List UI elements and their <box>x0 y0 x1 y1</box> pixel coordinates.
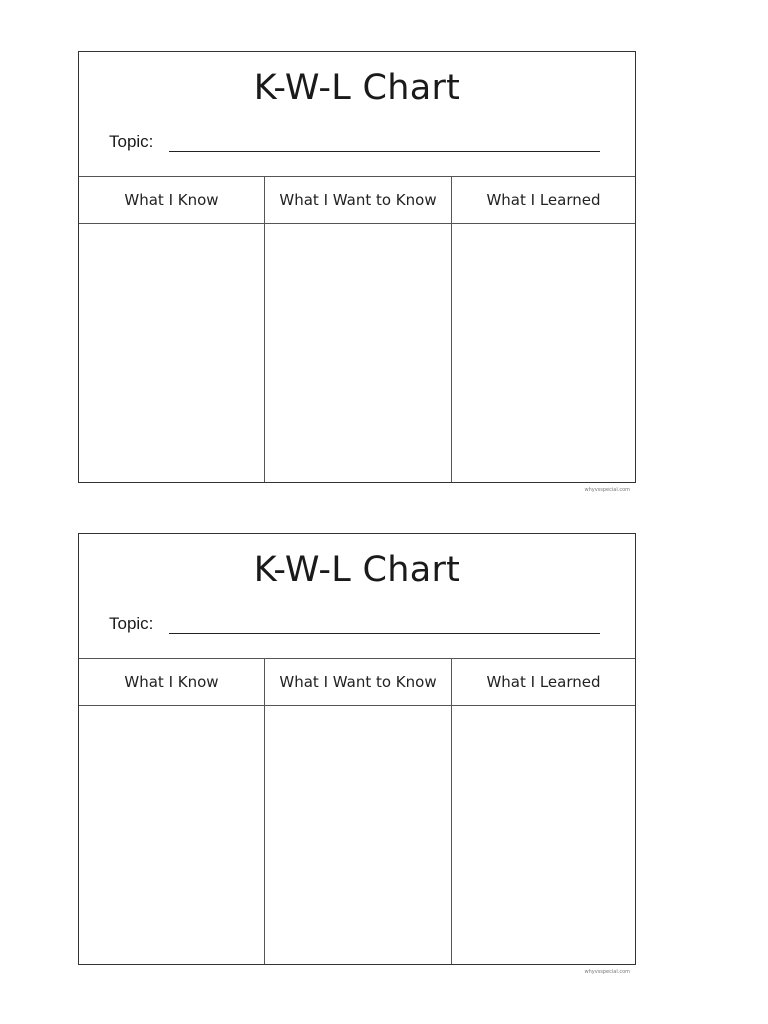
topic-row <box>109 132 601 156</box>
chart-header <box>79 534 635 659</box>
topic-label: Topic: <box>109 132 154 151</box>
column-body-learned[interactable] <box>452 224 635 482</box>
kwl-chart-1 <box>78 51 636 483</box>
column-header-know: What I Know <box>124 191 219 209</box>
column-headers <box>79 177 635 224</box>
chart-header <box>79 52 635 177</box>
column-header-learned: What I Learned <box>486 191 601 209</box>
topic-blank-line[interactable] <box>169 151 600 152</box>
column-header-know: What I Know <box>124 673 219 691</box>
column-body-want[interactable] <box>265 706 451 964</box>
chart-title: K-W-L Chart <box>253 68 461 108</box>
column-body-know[interactable] <box>79 224 264 482</box>
column-body-know[interactable] <box>79 706 264 964</box>
column-header-learned: What I Learned <box>486 673 601 691</box>
column-header-want: What I Want to Know <box>279 191 437 209</box>
footer-credit: whyvsspecial.com <box>584 487 630 493</box>
topic-label: Topic: <box>109 614 154 633</box>
column-header-want: What I Want to Know <box>279 673 437 691</box>
chart-title: K-W-L Chart <box>253 550 461 590</box>
kwl-chart-2 <box>78 533 636 965</box>
column-body-learned[interactable] <box>452 706 635 964</box>
column-headers <box>79 659 635 706</box>
footer-credit: whyvsspecial.com <box>584 969 630 975</box>
topic-blank-line[interactable] <box>169 633 600 634</box>
topic-row <box>109 614 601 638</box>
column-body-want[interactable] <box>265 224 451 482</box>
